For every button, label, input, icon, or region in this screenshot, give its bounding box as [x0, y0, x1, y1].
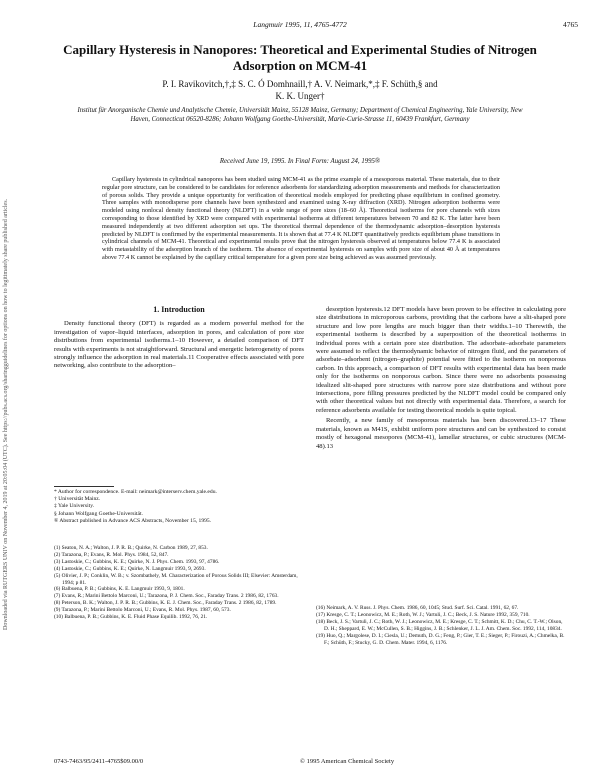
reference: (10) Balbuena, P. B.; Gubbins, K. E. Fluid Phase Equilib. 1992, 76, 21. — [54, 614, 208, 621]
reference: (5) Olivier, J. P.; Conklin, W. B.; v. Szombathely, M. Characterization of Porous Solids III; Elsevier: Amsterdam, 1994; p 81. — [54, 572, 298, 586]
download-notice — [2, 160, 28, 630]
references-right — [316, 605, 566, 646]
intro-paragraph-left: Density functional theory (DFT) is regarded as a modern powerful method for the investigation of vapor–liquid interfaces, adsorption in pores, and calculation of pore size distributions from experimental isotherms.1–10 However, a detailed comparison of DFT results with experiments is not straightforward. Structural and energetic heterogeneity of pores strongly influence the adsorption in real materials.11 Cooperative effects associated with pore networking, also contribute to the adsorption– — [54, 320, 304, 370]
footnote: * Author for correspondence. E-mail: neimark@interserv.chem.yale.edu. — [54, 489, 217, 495]
reference: (16) Neimark, A. V. Russ. J. Phys. Chem. 1986, 60, 1045; Stud. Surf. Sci. Catal. 1991, 62, 67. — [316, 605, 519, 611]
footnote-rule — [54, 486, 114, 487]
footnotes — [54, 489, 304, 525]
reference: (19) Huo, Q.; Margolese, D. I.; Ciesla, U.; Demuth, D. G.; Feng, P.; Gier, T. E.; Sieger, P.; Firouzi, A.; Chmelka, B. F.; Schüth, F.; Stucky, G. D. Chem. Mater. 1994, 6, 1176. — [316, 632, 565, 646]
reference: (9) Tarazona, P.; Marini Bettolo Marconi, U.; Evans, R. Mol. Phys. 1987, 60, 573. — [54, 607, 231, 614]
footer-copyright: © 1995 American Chemical Society — [300, 758, 395, 765]
authors-line-2: K. K. Unger† — [275, 91, 325, 101]
page-number: 4765 — [563, 20, 578, 29]
reference: (17) Kresge, C. T.; Leonowicz, M. E.; Roth, W. J.; Vartuli, J. C.; Beck, J. S. Nature 1992, 359, 710. — [316, 611, 530, 618]
reference: (18) Beck, J. S.; Vartuli, J. C.; Roth, W. J.; Leonowicz, M. E.; Kresge, C. T.; Schmitt, K. D.; Chu, C. T.-W.; Olson, D. H.; Sheppard, E. W.; McCullen, S. B.; Higgins, J. B.; Schlenker, J. L. J. Am. Chem. Soc. 1992, 114, 10834. — [316, 618, 563, 632]
reference: (1) Seaton, N. A.; Walton, J. P. R. B.; Quirke, N. Carbon 1989, 27, 853. — [54, 545, 208, 551]
reference: (2) Tarazona, P.; Evans, R. Mol. Phys. 1984, 52, 847. — [54, 551, 169, 558]
section-heading: 1. Introduction — [153, 305, 205, 314]
affiliations: Institut für Anorganische Chemie und Analytische Chemie, Universität Mainz, 55128 Mainz, Germany; Department of Chemical Engineering, Yale University, New Haven, Connecticut 06520-8286; Johann Wolfgang Goethe-Universität, Marie-Curie-Strasse 11, 60439 Frankfurt, Germany — [77, 107, 523, 123]
authors-line-1: P. I. Ravikovitch,†,‡ S. C. Ó Domhnaill,† A. V. Neimark,*,‡ F. Schüth,§ and — [162, 79, 438, 89]
footnote: ® Abstract published in Advance ACS Abstracts, November 15, 1995. — [54, 517, 212, 524]
footnote: ‡ Yale University. — [54, 503, 95, 510]
download-notice-text: Downloaded via RUTGERS UNIV on November 4, 2019 at 20:05:04 (UTC). See https://pubs.acs.org/sharingguidelines for options on how to legitimately share published articles. — [3, 198, 9, 630]
footnote: § Johann Wolfgang Goethe-Universität. — [54, 510, 143, 517]
left-column — [54, 306, 304, 373]
paper-title: Capillary Hysteresis in Nanopores: Theoretical and Experimental Studies of Nitrogen Adsorption on MCM-41 — [63, 42, 537, 73]
reference: (3) Lastoskie, C.; Gubbins, K. E.; Quirke, N. J. Phys. Chem. 1993, 97, 4786. — [54, 558, 220, 565]
author-list — [60, 78, 540, 102]
abstract: Capillary hysteresis in cylindrical nanopores has been studied using MCM-41 as the prime example of a mesoporous material. These materials, due to their regular pore structure, can be considered to be candidates for reference adsorbents for standardizing adsorption measurements and methods for characterization of porous solids. They provide a unique opportunity for verification of theoretical models employed for predicting phase equilibrium in confined geometry. Three samples with monodisperse pore channels have been synthesized and examined using X-ray diffraction (XRD). Nitrogen adsorption isotherms were modeled using nonlocal density functional theory (NLDFT) in a wide range of pore sizes (18–60 Å). Theoretical isotherms for pore channels with sizes corresponding to those identified by XRD were compared with experimental isotherms at different temperatures between 70 and 82 K. The latter have been measured independently at two different adsorption set ups. The theoretical thermal dependence of the thermodynamic adsorption–desorption hysteresis predicted by NLDFT is confirmed by the experimental measurements. It is shown that at 77.4 K NLDFT quantitatively predicts equilibrium phase transitions in cylindrical channels of MCM-41. Theoretical and experimental results prove that the nitrogen hysteresis observed at temperatures below 77.4 K is associated with metastability of the adsorption branch of the isotherm. The absence of experimental hysteresis on samples with pore size of about 40 Å at temperatures above 77.4 K cannot be explained by the capillary critical temperature for a given pore size being achieved as was assumed previously. — [102, 176, 500, 261]
right-column — [316, 306, 566, 453]
reference: (7) Evans, R.; Marini Bettolo Marconi, U.; Tarazona, P. J. Chem. Soc., Faraday Trans. 2 1986, 82, 1763. — [54, 593, 279, 600]
footer-code: 0743-7463/95/2411-4765$09.00/0 — [54, 758, 144, 765]
journal-header: Langmuir 1995, 11, 4765-4772 — [253, 20, 347, 29]
received-dates: Received June 19, 1995. In Final Form: August 24, 1995® — [219, 158, 381, 165]
intro-paragraph-right-2: Recently, a new family of mesoporous materials has been discovered.13–17 These materials, known as M41S, exhibit uniform pore structures and can be synthesized to consist mostly of hexagonal mesopores (MCM-41), lamellar structures, or cubic structures (MCM-48).13 — [316, 417, 566, 450]
reference: (4) Lastoskie, C.; Gubbins, K. E.; Quirke, N. Langmuir 1993, 9, 2693. — [54, 565, 206, 572]
intro-paragraph-right-1: desorption hysteresis.12 DFT models have been proven to be effective in calculating pore size distributions in microporous carbons, providing that the carbons have a slit-shaped pore structure and low pore lengths are much bigger than their widths.1–10 Therewith, the experimental isotherm is described by a superposition of the theoretical isotherms in individual pores with a certain pore size distribution. The adsorbate–adsorbate parameters were assumed to reflect the thermodynamic behavior of nitrogen fluid, and the parameters of adsorbate–adsorbent (nitrogen–graphite) potential were fitted to the isotherm on nonporous carbon. In this approach, a comparison of DFT results with experimental data has been made only for the isotherms on nonporous carbon. Since there were no adsorbents possessing idealized slit-shaped pore structures with narrow pore size distributions and without pore intersections, pore filling pressures predicted by the NLDFT model could be compared only with other theoretical values but not directly with experimental data. Therefore, a search for reference adsorbents available for testing theoretical models is quite topical. — [316, 306, 566, 414]
references-left — [54, 545, 304, 621]
footnote: † Universität Mainz. — [54, 496, 101, 503]
reference: (6) Balbuena, P. B.; Gubbins, K. E. Langmuir 1993, 9, 1801. — [54, 586, 185, 593]
reference: (8) Peterson, B. K.; Walton, J. P. R. B.; Gubbins, K. E. J. Chem. Soc., Faraday Trans. 2 1986, 82, 1789. — [54, 600, 277, 607]
